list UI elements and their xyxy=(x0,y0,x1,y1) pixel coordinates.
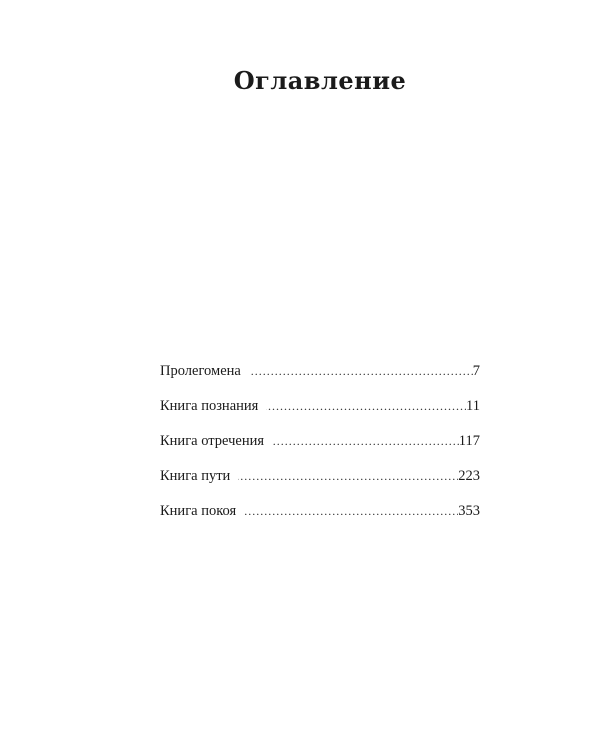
toc-entry-label: Книга покоя xyxy=(160,503,237,519)
toc-entry-prolegomena[interactable] xyxy=(160,362,480,397)
toc-entry-book-of-renunciation[interactable] xyxy=(160,432,480,467)
toc-entry-book-of-the-path[interactable] xyxy=(160,467,480,502)
toc-entry-label: Книга познания xyxy=(160,398,259,414)
toc-entry-book-of-rest[interactable] xyxy=(160,502,480,537)
toc-entry-page: 117 xyxy=(458,433,480,449)
toc-entry-label: Книга отречения xyxy=(160,433,265,449)
toc-entry-label: Книга пути xyxy=(160,468,231,484)
dot-leader xyxy=(238,467,458,485)
toc-entry-page: 353 xyxy=(458,503,480,519)
page-title: Оглавление xyxy=(233,66,407,95)
toc-entry-page: 223 xyxy=(458,468,480,484)
dot-leader xyxy=(244,502,458,520)
toc-entry-page: 11 xyxy=(466,398,480,414)
table-of-contents xyxy=(160,362,480,537)
toc-entry-label: Пролегомена xyxy=(160,363,241,379)
toc-entry-page: 7 xyxy=(472,363,480,379)
dot-leader xyxy=(272,432,459,450)
dot-leader xyxy=(266,397,466,415)
dot-leader xyxy=(249,362,473,380)
toc-entry-book-of-knowledge[interactable] xyxy=(160,397,480,432)
